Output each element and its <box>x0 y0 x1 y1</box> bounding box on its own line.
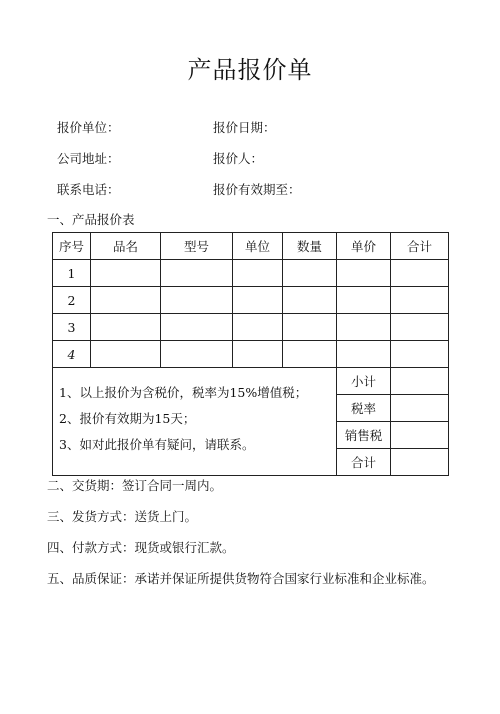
table-cell <box>161 260 233 287</box>
note-line: 2、报价有效期为15天； <box>59 411 196 426</box>
date-label: 报价日期： <box>213 120 276 135</box>
tax-rate-label: 税率 <box>337 395 391 422</box>
table-cell <box>91 314 161 341</box>
phone-label: 联系电话： <box>57 182 120 197</box>
table-cell <box>233 260 283 287</box>
table-cell <box>161 341 233 368</box>
table-cell <box>337 260 391 287</box>
total-label: 合计 <box>337 449 391 476</box>
table-cell <box>161 314 233 341</box>
table-row <box>53 341 449 368</box>
sales-tax-value <box>391 422 449 449</box>
table-row <box>53 260 449 287</box>
table-cell <box>283 287 337 314</box>
table-header-row <box>53 233 449 260</box>
header-cell: 型号 <box>161 233 233 260</box>
table-cell <box>91 260 161 287</box>
total-value <box>391 449 449 476</box>
table-cell <box>91 287 161 314</box>
delivery-period: 二、交货期：签订合同一周内。 <box>47 478 223 493</box>
header-cell: 单位 <box>233 233 283 260</box>
note-line: 1、以上报价为含税价，税率为15%增值税； <box>59 385 308 400</box>
table-cell <box>337 314 391 341</box>
row-number: 2 <box>53 287 91 314</box>
header-cell: 数量 <box>283 233 337 260</box>
section-heading: 一、产品报价表 <box>47 212 135 227</box>
table-cell <box>91 341 161 368</box>
quote-table <box>52 232 449 476</box>
quality-guarantee: 五、品质保证：承诺并保证所提供货物符合国家行业标准和企业标准。 <box>47 571 435 586</box>
table-row <box>53 314 449 341</box>
table-cell <box>161 287 233 314</box>
summary-row <box>53 368 449 395</box>
table-cell <box>337 341 391 368</box>
page-title: 产品报价单 <box>187 56 313 84</box>
table-cell <box>283 314 337 341</box>
payment-method: 四、付款方式：现货或银行汇款。 <box>47 540 235 555</box>
address-label: 公司地址： <box>57 151 120 166</box>
table-row <box>53 287 449 314</box>
table-cell <box>283 260 337 287</box>
table-cell <box>233 341 283 368</box>
table-cell <box>337 287 391 314</box>
notes-cell <box>53 368 337 476</box>
validity-label: 报价有效期至： <box>213 182 301 197</box>
table-cell <box>391 341 449 368</box>
row-number: 3 <box>53 314 91 341</box>
note-line: 3、如对此报价单有疑问，请联系。 <box>59 437 255 452</box>
header-cell: 品名 <box>91 233 161 260</box>
table-cell <box>233 314 283 341</box>
quoter-label: 报价人： <box>213 151 264 166</box>
table-cell <box>391 314 449 341</box>
company-label: 报价单位： <box>57 120 120 135</box>
header-cell: 合计 <box>391 233 449 260</box>
sales-tax-label: 销售税 <box>337 422 391 449</box>
row-number: 4 <box>53 341 91 368</box>
table-cell <box>283 341 337 368</box>
table-cell <box>233 287 283 314</box>
subtotal-value <box>391 368 449 395</box>
row-number: 1 <box>53 260 91 287</box>
table-cell <box>391 260 449 287</box>
header-cell: 序号 <box>53 233 91 260</box>
header-cell: 单价 <box>337 233 391 260</box>
subtotal-label: 小计 <box>337 368 391 395</box>
table-cell <box>391 287 449 314</box>
tax-rate-value <box>391 395 449 422</box>
delivery-method: 三、发货方式：送货上门。 <box>47 509 198 524</box>
